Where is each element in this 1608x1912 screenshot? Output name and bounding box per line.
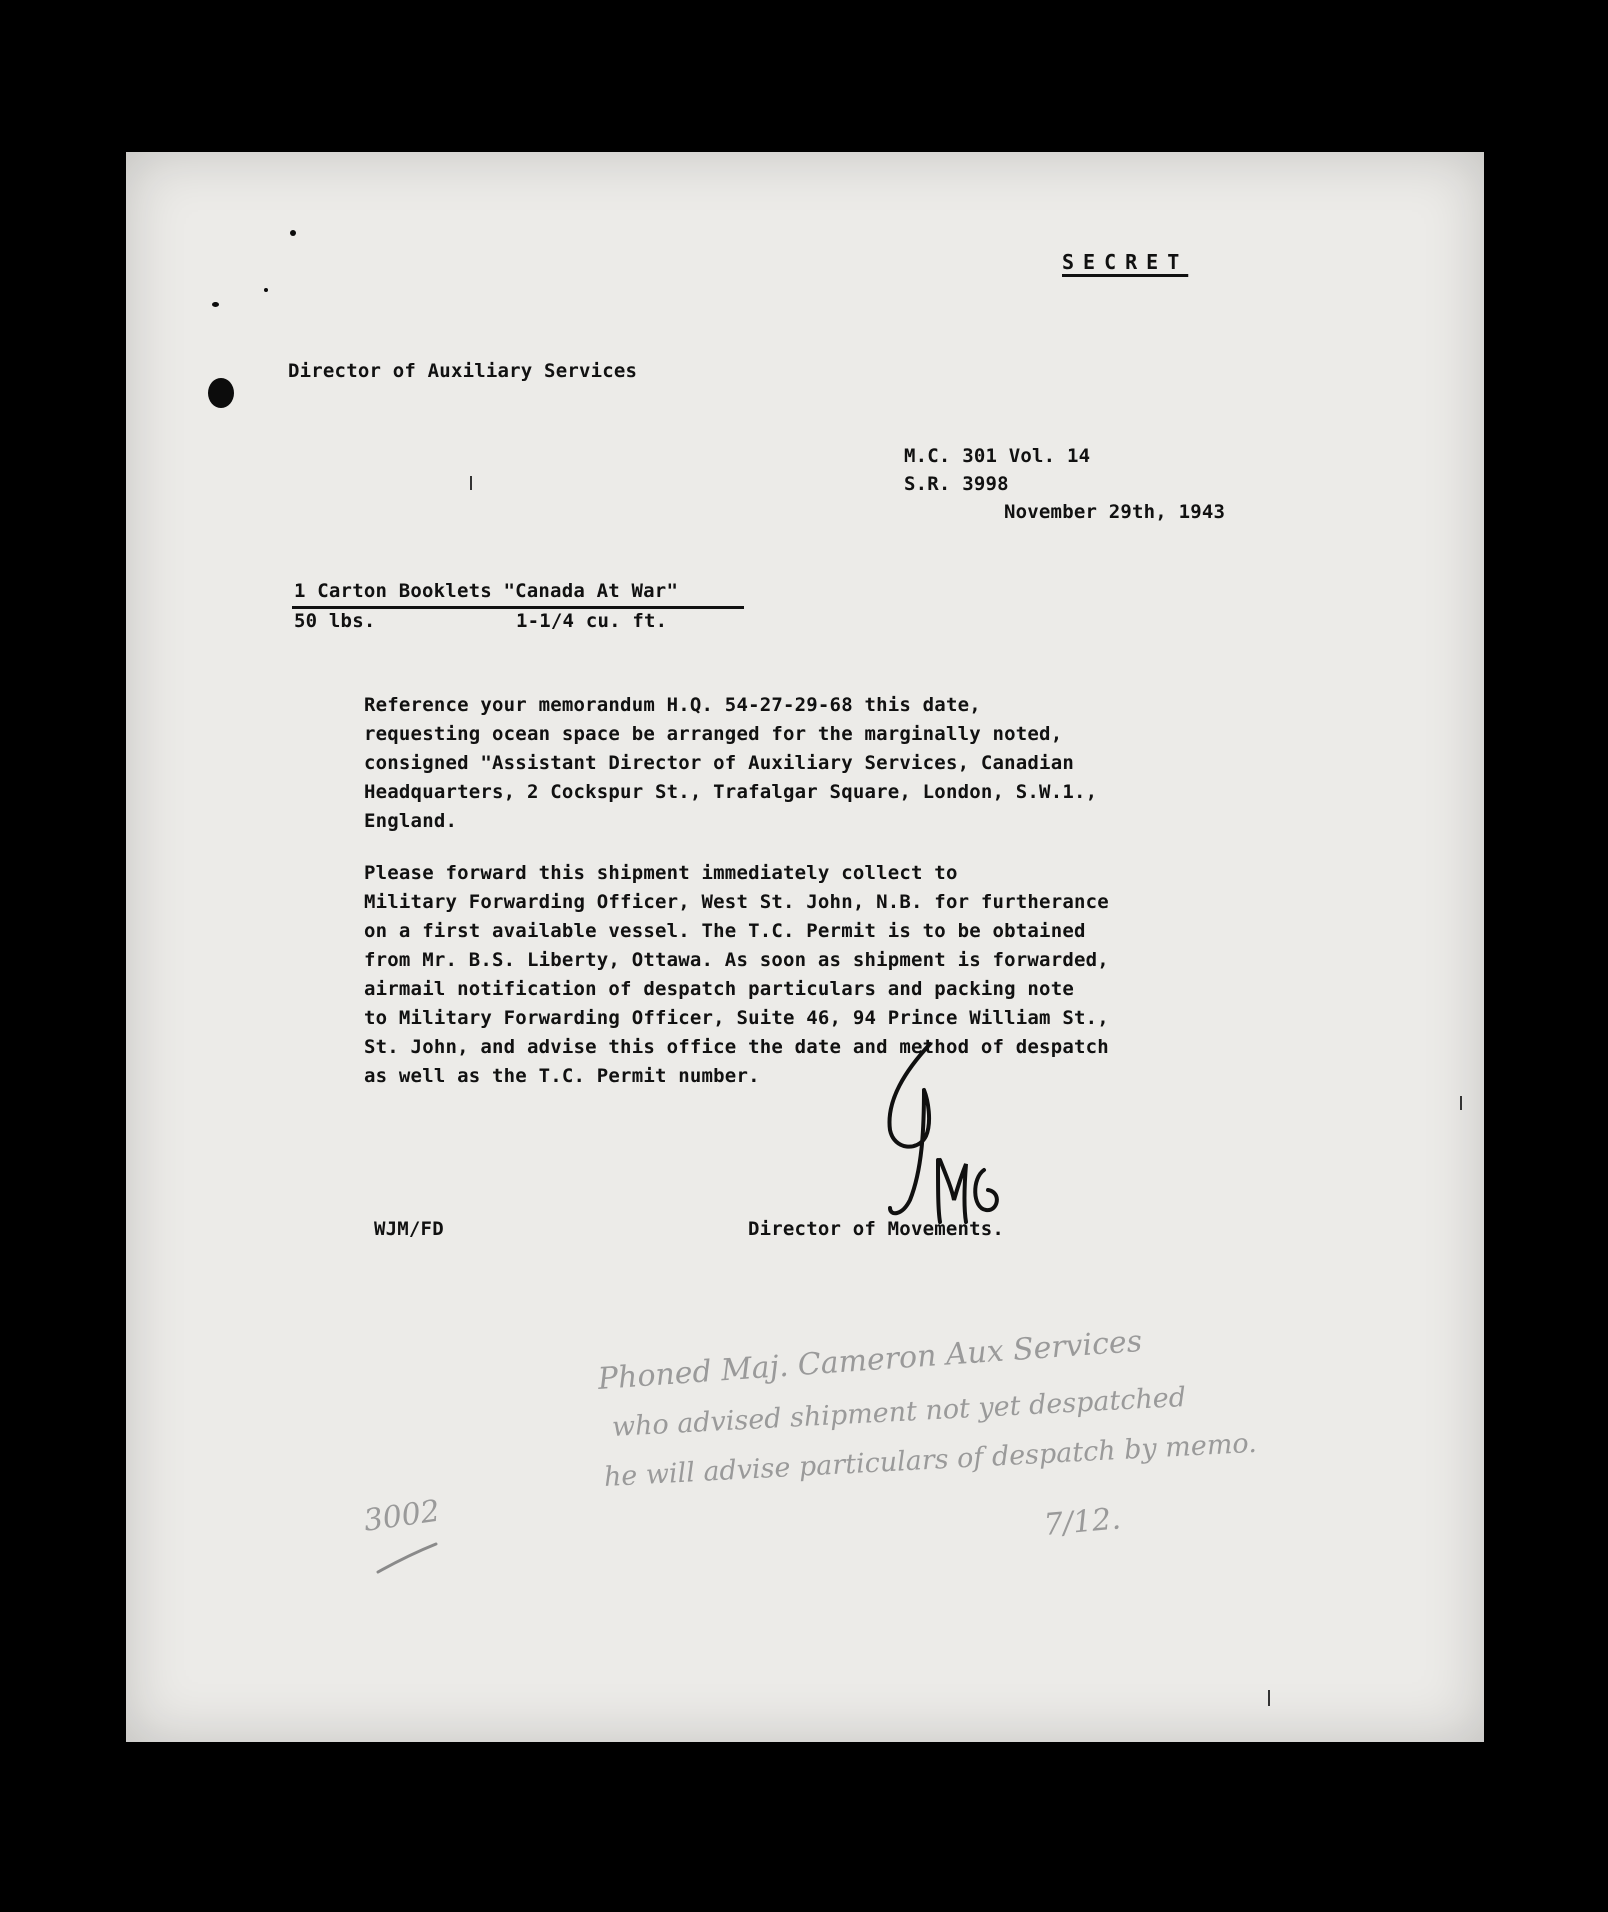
- document-page: [126, 152, 1484, 1742]
- paragraph-line: England.: [364, 810, 458, 832]
- margin-tick: [1268, 1690, 1270, 1706]
- signature-initials: [846, 1040, 1046, 1230]
- paragraph-line: from Mr. B.S. Liberty, Ottawa. As soon as shipment is forwarded,: [364, 949, 1109, 971]
- subject-volume: 1-1/4 cu. ft.: [516, 610, 668, 632]
- margin-tick: [470, 476, 472, 490]
- typist-reference: WJM/FD: [374, 1218, 444, 1240]
- sr-reference: S.R. 3998: [904, 473, 1009, 495]
- handwritten-tick-mark: [372, 1538, 442, 1578]
- subject-line: 1 Carton Booklets "Canada At War": [294, 580, 679, 602]
- paragraph-line: requesting ocean space be arranged for the marginally noted,: [364, 723, 1063, 745]
- handwritten-note-line: who advised shipment not yet despatched: [611, 1381, 1187, 1443]
- paragraph-line: Reference your memorandum H.Q. 54-27-29-68 this date,: [364, 694, 981, 716]
- classification-label: SECRET: [1062, 250, 1189, 274]
- handwritten-number: 3002: [361, 1493, 443, 1539]
- speck-mark: [290, 230, 296, 236]
- paragraph-line: to Military Forwarding Officer, Suite 46, 94 Prince William St.,: [364, 1007, 1109, 1029]
- paragraph-line: consigned "Assistant Director of Auxiliary Services, Canadian: [364, 752, 1074, 774]
- subject-underline: [292, 606, 744, 609]
- paragraph-line: Please forward this shipment immediately collect to: [364, 862, 958, 884]
- paragraph-line: on a first available vessel. The T.C. Permit is to be obtained: [364, 920, 1086, 942]
- paragraph-line: Military Forwarding Officer, West St. John, N.B. for furtherance: [364, 891, 1109, 913]
- punch-hole-mark: [208, 378, 234, 408]
- paragraph-line: St. John, and advise this office the date and method of despatch: [364, 1036, 1109, 1058]
- paragraph-line: as well as the T.C. Permit number.: [364, 1065, 760, 1087]
- document-date: November 29th, 1943: [1004, 501, 1226, 523]
- paragraph-line: airmail notification of despatch particulars and packing note: [364, 978, 1074, 1000]
- paragraph-line: Headquarters, 2 Cockspur St., Trafalgar Square, London, S.W.1.,: [364, 781, 1098, 803]
- handwritten-note-line: he will advise particulars of despatch by memo.: [603, 1427, 1258, 1493]
- margin-tick: [1460, 1096, 1462, 1110]
- speck-mark: [264, 288, 268, 292]
- speck-mark: [212, 302, 219, 307]
- closing-title: Director of Movements.: [748, 1218, 1005, 1240]
- file-reference: M.C. 301 Vol. 14: [904, 445, 1091, 467]
- handwritten-note-line: Phoned Maj. Cameron Aux Services: [596, 1324, 1144, 1397]
- recipient-line: Director of Auxiliary Services: [288, 360, 638, 382]
- subject-weight: 50 lbs.: [294, 610, 376, 632]
- handwritten-note-line: 7/12.: [1042, 1501, 1123, 1543]
